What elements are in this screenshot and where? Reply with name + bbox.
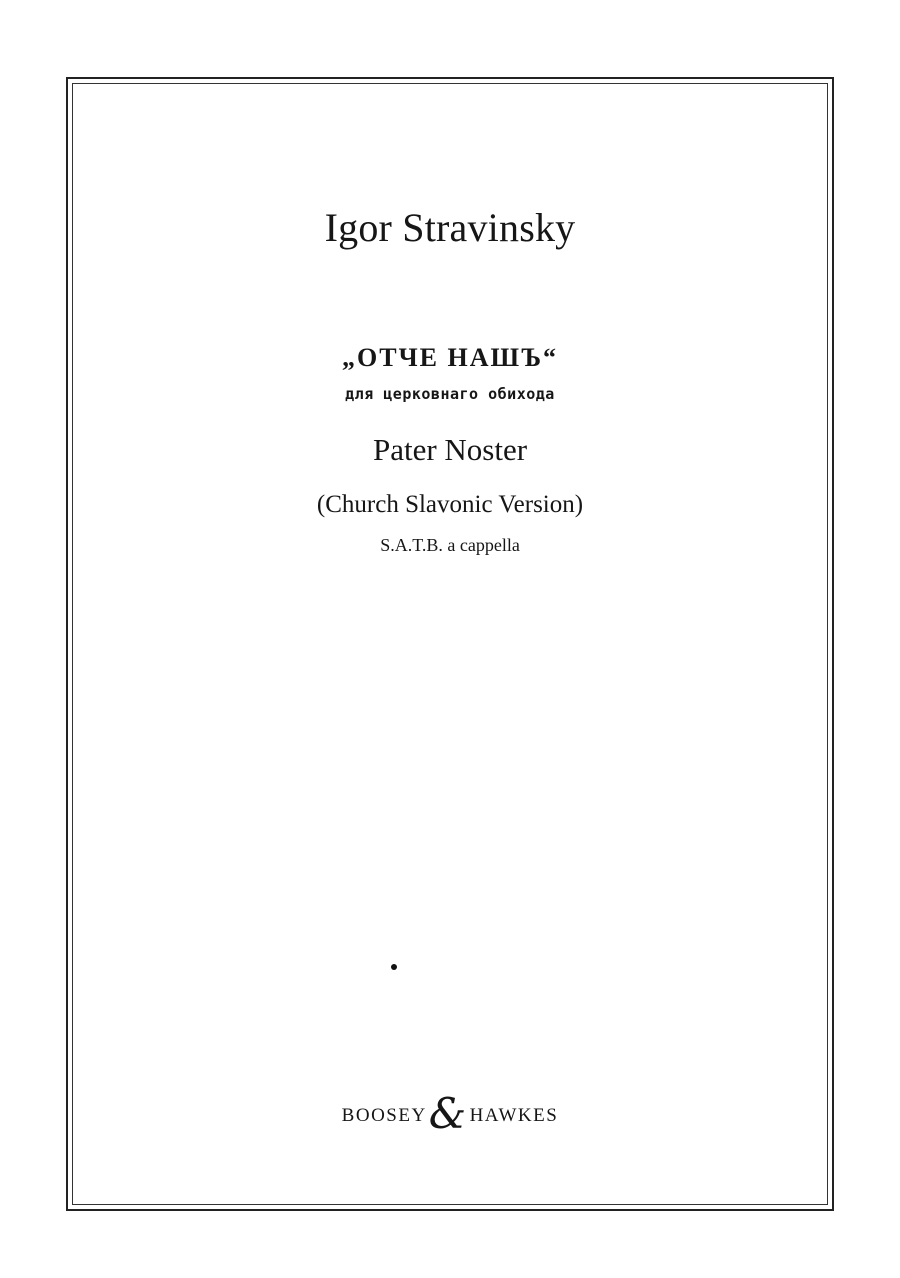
title-russian: „ОТЧЕ НАШЪ“ xyxy=(342,343,558,372)
subtitle-russian: для церковнаго обихода xyxy=(345,385,555,403)
publisher-ampersand: & xyxy=(428,1089,468,1138)
decorative-dot xyxy=(391,964,397,970)
publisher-name-right: HAWKES xyxy=(469,1105,559,1126)
title-latin: Pater Noster xyxy=(372,432,528,467)
voicing-note: S.A.T.B. a cappella xyxy=(380,535,520,555)
publisher-name-left: BOOSEY xyxy=(341,1105,427,1126)
composer-name: Igor Stravinsky xyxy=(324,205,576,250)
page-border-inner xyxy=(72,83,828,1205)
publisher-logo xyxy=(0,1089,900,1138)
version-note: (Church Slavonic Version) xyxy=(316,491,584,518)
